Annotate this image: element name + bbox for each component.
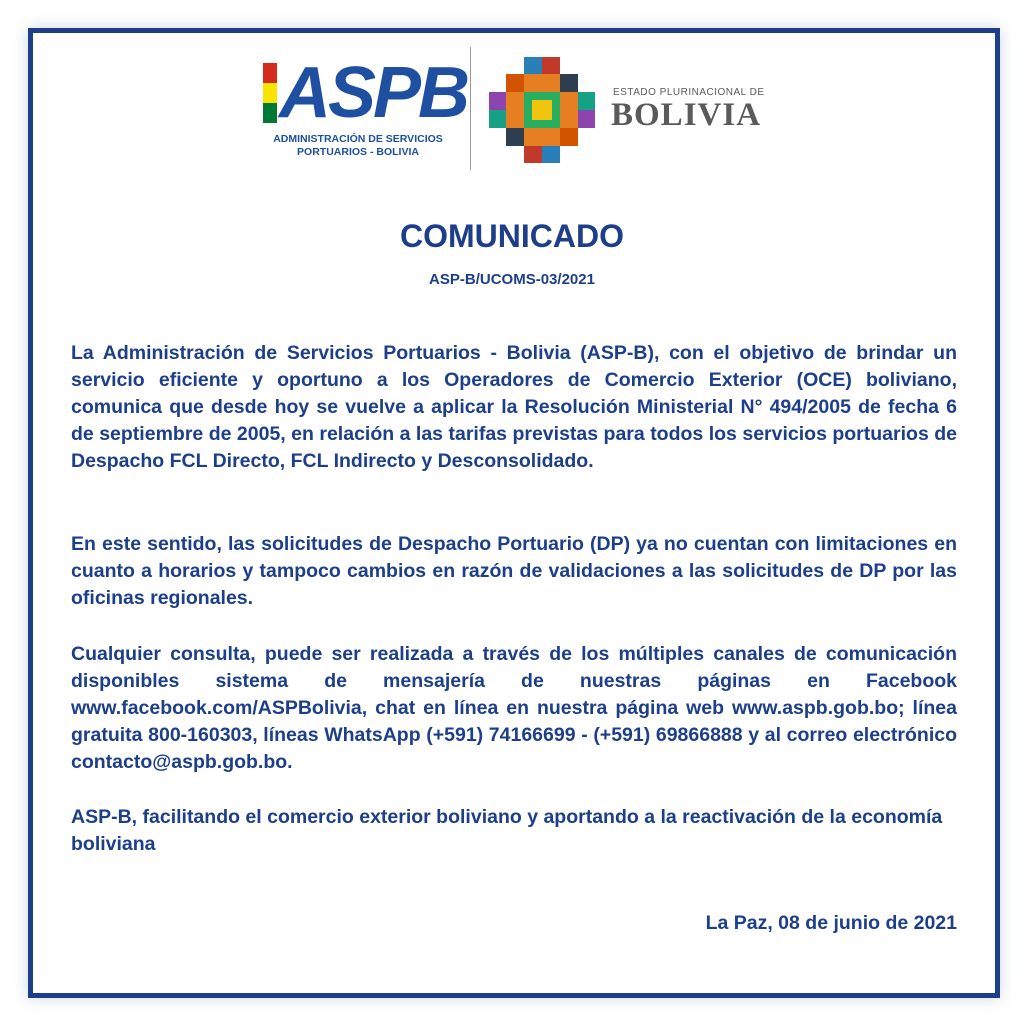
bolivia-chakana-emblem-icon bbox=[489, 57, 595, 163]
bolivia-flag-icon bbox=[263, 63, 277, 123]
logo-divider bbox=[470, 47, 471, 170]
bolivia-wordmark: BOLIVIA bbox=[611, 97, 762, 133]
aspb-logo bbox=[263, 53, 468, 163]
estado-plurinacional-text: ESTADO PLURINACIONAL DE bbox=[613, 87, 765, 98]
document-title: COMUNICADO bbox=[400, 218, 624, 254]
paragraph-4: ASP-B, facilitando el comercio exterior boliviano y aportando a la reactivación de la economía boliviana bbox=[71, 806, 943, 855]
paragraph-2: En este sentido, las solicitudes de Despacho Portuario (DP) ya no cuentan con limitaciones en cuanto a horarios y tampoco cambios en razón de validaciones a las solicitudes de DP por las oficinas regionales. bbox=[71, 533, 957, 609]
document-date: La Paz, 08 de junio de 2021 bbox=[705, 912, 957, 934]
aspb-logo-letters: ASPB bbox=[279, 53, 468, 133]
paragraph-1: La Administración de Servicios Portuarios - Bolivia (ASP-B), con el objetivo de brindar un servicio eficiente y oportuno a los Operadores de Comercio Exterior (OCE) boliviano, comunica que desde hoy se vuelve a aplicar la Resolución Ministerial N° 494/2005 de fecha 6 de septiembre de 2005, en relación a las tarifas previstas para todos los servicios portuarios de Despacho FCL Directo, FCL Indirecto y Desconsolidado. bbox=[71, 342, 957, 472]
aspb-subtitle-line2: PORTUARIOS - BOLIVIA bbox=[297, 146, 419, 158]
paragraph-3: Cualquier consulta, puede ser realizada a través de los múltiples canales de comunicación disponibles sistema de mensajería de nuestras páginas en Facebook www.facebook.com/ASPBolivia, chat en línea en nuestra página web www.aspb.gob.bo; línea gratuita 800-160303, líneas WhatsApp (+591) 74166699 - (+591) 69866888 y al correo electrónico contacto@aspb.gob.bo. bbox=[71, 643, 957, 773]
document-code: ASP-B/UCOMS-03/2021 bbox=[429, 271, 595, 288]
header-logos bbox=[263, 47, 783, 172]
aspb-logo-subtitle bbox=[263, 133, 453, 159]
aspb-subtitle-line1: ADMINISTRACIÓN DE SERVICIOS bbox=[273, 133, 443, 145]
